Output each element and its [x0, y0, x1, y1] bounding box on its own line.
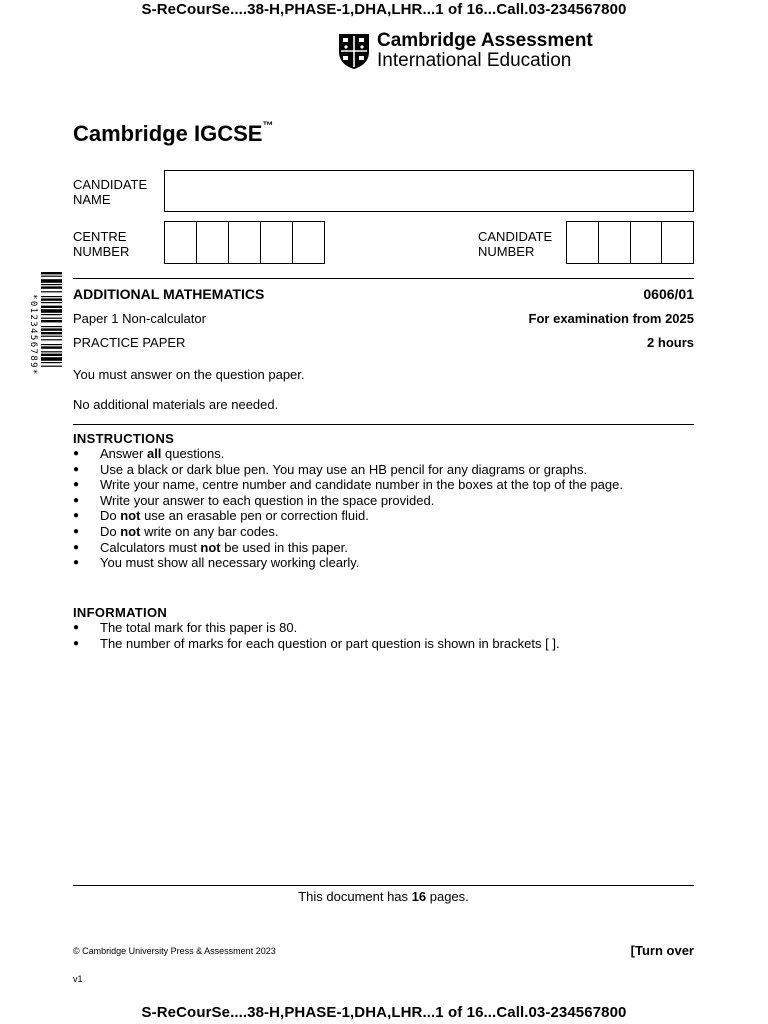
copyright: © Cambridge University Press & Assessment 2023 — [73, 946, 276, 956]
barcode-bar — [41, 302, 62, 303]
barcode-digits: *0123456789* — [28, 294, 38, 376]
page-count: 16 — [411, 889, 427, 904]
centre-number-field[interactable] — [164, 221, 325, 264]
digit-cell[interactable] — [197, 222, 229, 263]
text: You must show all necessary working clearly. — [100, 555, 360, 571]
digit-cell[interactable] — [261, 222, 293, 263]
logo-line-1: Cambridge Assessment — [377, 30, 593, 51]
divider — [73, 278, 694, 279]
list-item — [73, 620, 560, 636]
emphasis: not — [200, 539, 221, 555]
barcode-bar — [41, 366, 62, 367]
emphasis: not — [120, 523, 141, 539]
list-item — [73, 540, 623, 556]
barcode-bar — [41, 284, 62, 285]
emphasis: not — [120, 508, 141, 524]
paper-name: Paper 1 Non-calculator — [73, 311, 206, 326]
list-item — [73, 477, 623, 493]
information-section — [73, 605, 560, 651]
answer-note: You must answer on the question paper. — [73, 367, 305, 382]
list-item — [73, 555, 623, 571]
trademark: ™ — [262, 119, 274, 132]
text: pages. — [426, 889, 469, 904]
text: The total mark for this paper is 80. — [100, 620, 298, 635]
label-line: NAME — [73, 192, 111, 207]
crest-icon — [337, 32, 371, 70]
instructions-list — [73, 446, 623, 571]
barcode-bar — [41, 272, 62, 274]
text: Answer — [100, 446, 147, 461]
digit-cell[interactable] — [599, 222, 631, 263]
list-item — [73, 636, 560, 652]
text: Calculators must — [100, 539, 201, 555]
digit-cell[interactable] — [631, 222, 663, 263]
subject-title: ADDITIONAL MATHEMATICS — [73, 286, 265, 302]
text: Do — [100, 508, 121, 524]
duration: 2 hours — [647, 335, 694, 350]
footer-banner: S-ReCourSe....38-H,PHASE-1,DHA,LHR...1 of 16...Call.03-234567800 — [141, 1004, 627, 1021]
centre-number-label — [73, 229, 129, 259]
page-count-note — [73, 889, 694, 904]
materials-note: No additional materials are needed. — [73, 397, 279, 412]
logo-line-2: International Education — [377, 50, 572, 71]
barcode-bar — [41, 354, 62, 356]
text: Write your name, centre number and candidate number in the boxes at the top of the page. — [100, 477, 623, 493]
candidate-name-label — [73, 177, 147, 207]
text: This document has — [298, 889, 412, 904]
barcode-bar — [41, 336, 62, 337]
paper-code: 0606/01 — [643, 286, 694, 302]
text: write on any bar codes. — [140, 523, 279, 539]
divider — [73, 424, 694, 425]
exam-title: Cambridge IGCSE — [73, 121, 263, 146]
text: be used in this paper. — [220, 539, 348, 555]
information-heading: INFORMATION — [73, 605, 168, 620]
barcode-bar — [41, 309, 62, 313]
text: The number of marks for each question or part question is shown in brackets [ ]. — [100, 635, 560, 651]
page-title — [73, 121, 273, 147]
exam-from: For examination from 2025 — [528, 311, 694, 326]
list-item — [73, 508, 623, 524]
label-line: CANDIDATE — [73, 177, 148, 192]
digit-cell[interactable] — [165, 222, 197, 263]
barcode-bar — [41, 314, 62, 315]
list-item — [73, 524, 623, 540]
text: use an erasable pen or correction fluid. — [140, 508, 369, 524]
barcode-bar — [41, 339, 62, 340]
candidate-name-field[interactable] — [164, 170, 694, 212]
header-banner: S-ReCourSe....38-H,PHASE-1,DHA,LHR...1 of 16...Call.03-234567800 — [141, 1, 627, 18]
list-item — [73, 446, 623, 462]
label-line: CANDIDATE — [478, 229, 553, 244]
cambridge-logo — [337, 30, 593, 72]
barcode-bar — [41, 326, 62, 327]
barcode-bar — [41, 279, 62, 283]
label-line: NUMBER — [73, 244, 130, 259]
digit-cell[interactable] — [567, 222, 599, 263]
barcode-bar — [41, 320, 62, 322]
candidate-number-label — [478, 229, 552, 259]
text: Use a black or dark blue pen. You may use an HB pencil for any diagrams or graphs. — [100, 461, 588, 477]
barcode-bar — [41, 362, 62, 363]
digit-cell[interactable] — [662, 222, 693, 263]
barcode-bar — [41, 332, 62, 334]
barcode-bar — [41, 276, 62, 277]
barcode-bar — [41, 344, 62, 345]
barcode-bar — [41, 298, 62, 300]
barcode-bar — [41, 351, 62, 352]
information-list — [73, 620, 560, 651]
instructions-section — [73, 431, 623, 571]
divider — [73, 885, 694, 886]
candidate-number-field[interactable] — [566, 221, 694, 264]
barcode — [28, 272, 63, 398]
barcode-bar — [41, 357, 62, 361]
barcode-bar — [41, 318, 62, 319]
label-line: NUMBER — [478, 244, 535, 259]
barcode-bar — [41, 291, 62, 292]
digit-cell[interactable] — [229, 222, 261, 263]
version-label: v1 — [73, 974, 83, 984]
instructions-heading: INSTRUCTIONS — [73, 431, 175, 446]
barcode-bar — [41, 328, 62, 330]
barcode-bar — [41, 296, 62, 297]
list-item — [73, 462, 623, 478]
list-item — [73, 493, 623, 509]
turn-over: [Turn over — [630, 943, 694, 958]
text: questions. — [161, 446, 225, 461]
text: Write your answer to each question in the space provided. — [100, 492, 435, 508]
emphasis: all — [146, 446, 162, 461]
barcode-bar — [41, 306, 62, 308]
label-line: CENTRE — [73, 229, 127, 244]
practice-label: PRACTICE PAPER — [73, 335, 186, 350]
barcode-bar — [41, 346, 62, 348]
digit-cell[interactable] — [293, 222, 324, 263]
text: Do — [100, 523, 121, 539]
barcode-bar — [41, 286, 62, 288]
